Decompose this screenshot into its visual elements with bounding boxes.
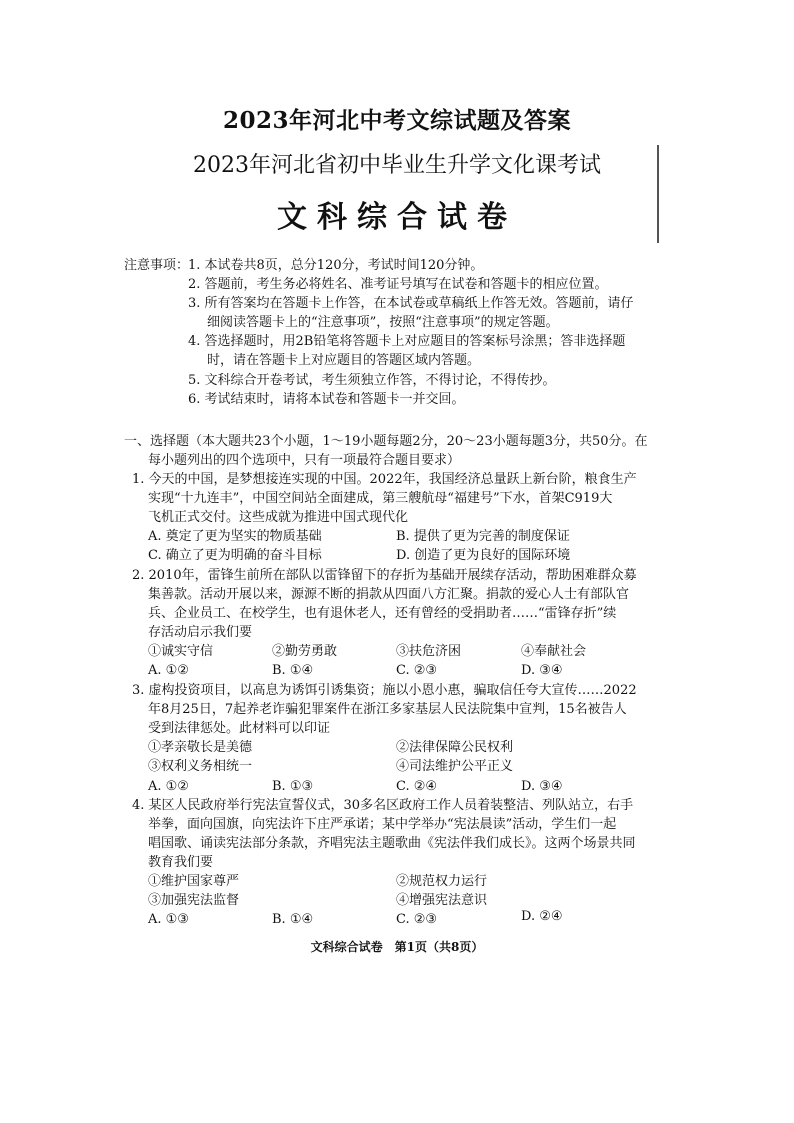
notice-line: 2. 答题前，考生务必将姓名、准考证号填写在试卷和答题卡的相应位置。 (188, 277, 608, 292)
statement-3: ③加强宪法监督 (148, 893, 240, 908)
option-b: B. ①④ (272, 912, 314, 927)
notice-line: 时，请在答题卡上对应题目的答题区域内答题。 (207, 353, 481, 368)
page-footer: 文科综合试卷 第1页（共8页） (310, 940, 484, 954)
paper-title: 文科综合试卷 (277, 200, 517, 235)
statement-4: ④奉献社会 (521, 644, 587, 659)
question-4-text: 唱国歌、诵读宪法部分条款，齐唱宪法主题歌曲《宪法伴我们成长》。这两个场景共同 (148, 836, 636, 851)
question-4-text: 教育我们要 (148, 855, 214, 870)
question-4-text: 4. 某区人民政府举行宪法宣誓仪式，30多名区政府工作人员着装整洁、列队站立，右手 (132, 798, 634, 813)
notice-line: 4. 答选择题时，用2B铅笔将答题卡上对应题目的答案标号涂黑；答非选择题 (188, 334, 626, 349)
notice-line: 6. 考试结束时，请将本试卷和答题卡一并交回。 (188, 392, 465, 407)
statement-2: ②勤劳勇敢 (272, 644, 338, 659)
question-3-text: 3. 虚构投资项目，以高息为诱饵引诱集资；施以小恩小惠，骗取信任夸大宣传……2022 (132, 683, 637, 698)
statement-4: ④增强宪法意识 (396, 893, 488, 908)
scan-margin-mark (657, 145, 659, 243)
option-d: D. ③④ (521, 779, 563, 794)
question-1-text: 飞机正式交付。这些成就为推进中国式现代化 (148, 510, 409, 525)
option-c: C. ②③ (396, 663, 438, 678)
statement-1: ①孝亲敬长是美德 (148, 740, 253, 755)
statement-2: ②规范权力运行 (396, 874, 488, 889)
question-2-text: 集善款。活动开展以来，源源不断的捐款从四面八方汇聚。捐款的爱心人士有部队官 (148, 587, 630, 602)
notice-line: 3. 所有答案均在答题卡上作答，在本试卷或草稿纸上作答无效。答题前，请仔 (188, 296, 634, 311)
notice-line: 5. 文科综合开卷考试，考生须独立作答，不得讨论，不得传抄。 (188, 373, 556, 388)
question-3-text: 受到法律惩处。此材料可以印证 (148, 721, 331, 736)
statement-3: ③扶危济困 (396, 644, 462, 659)
option-d: D. 创造了更为良好的国际环境 (396, 548, 571, 563)
section-heading-cont: 每小题列出的四个选项中，只有一项最符合题目要求） (148, 453, 461, 468)
statement-3: ③权利义务相统一 (148, 759, 253, 774)
option-a: A. ①② (148, 663, 189, 678)
question-1-text: 实现“十九连丰”，中国空间站全面建成，第三艘航母“福建号”下水，首架C919大 (148, 491, 613, 506)
option-b: B. ①④ (272, 663, 314, 678)
statement-4: ④司法维护公平正义 (396, 759, 514, 774)
option-a: A. 奠定了更为坚实的物质基础 (148, 529, 322, 544)
notice-line: 1. 本试卷共8页，总分120分，考试时间120分钟。 (188, 258, 484, 273)
exam-subtitle: 2023年河北省初中毕业生升学文化课考试 (193, 153, 601, 178)
statement-1: ①诚实守信 (148, 644, 214, 659)
option-a: A. ①③ (148, 912, 189, 927)
option-a: A. ①② (148, 779, 189, 794)
question-1-text: 1. 今天的中国，是梦想接连实现的中国。2022年，我国经济总量跃上新台阶，粮食生产 (132, 472, 637, 487)
question-2-text: 存活动启示我们要 (148, 625, 253, 640)
main-title: 2023年河北中考文综试题及答案 (222, 107, 571, 134)
option-b: B. ①③ (272, 779, 314, 794)
option-c: C. 确立了更为明确的奋斗目标 (148, 548, 322, 563)
question-4-text: 举拳，面向国旗，向宪法许下庄严承诺；某中学举办“宪法晨读”活动，学生们一起 (148, 817, 617, 832)
option-d: D. ②④ (521, 909, 563, 924)
section-heading: 一、选择题（本大题共23个小题，1～19小题每题2分，20～23小题每题3分，共50分。在 (124, 434, 648, 449)
option-c: C. ②③ (396, 912, 438, 927)
question-2-text: 兵、企业员工、在校学生，也有退休老人，还有曾经的受捐助者……“雷锋存折”续 (148, 606, 617, 621)
option-d: D. ③④ (521, 663, 563, 678)
notice-label: 注意事项： (124, 258, 190, 273)
notice-line: 细阅读答题卡上的“注意事项”，按照“注意事项”的规定答题。 (207, 315, 559, 330)
statement-1: ①维护国家尊严 (148, 874, 240, 889)
question-3-text: 年8月25日，7起养老诈骗犯罪案件在浙江多家基层人民法院集中宣判，15名被告人 (148, 702, 627, 717)
question-2-text: 2. 2010年，雷锋生前所在部队以雷锋留下的存折为基础开展续存活动，帮助困难群众募 (132, 568, 637, 583)
statement-2: ②法律保障公民权利 (396, 740, 514, 755)
option-b: B. 提供了更为完善的制度保证 (396, 529, 570, 544)
option-c: C. ②④ (396, 779, 438, 794)
